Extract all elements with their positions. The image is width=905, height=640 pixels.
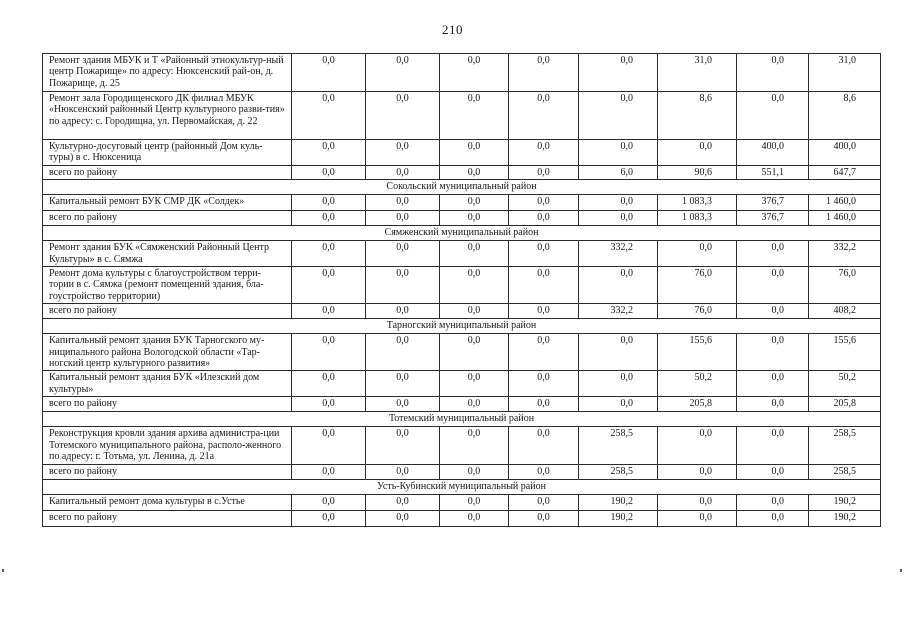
table-row (43, 267, 881, 304)
value-cell-col-7: 0,0 (737, 427, 809, 464)
value-cell-col-5: 0,0 (579, 267, 658, 304)
value-cell-col-4: 0,0 (509, 510, 579, 526)
object-name: Капитальный ремонт БУК СМР ДК «Солдек» (43, 195, 292, 211)
district-total-row (43, 464, 881, 479)
district-total-row (43, 397, 881, 412)
value-cell-col-3: 0,0 (440, 92, 509, 140)
value-cell-col-1: 0,0 (292, 494, 366, 510)
table-body (43, 54, 881, 527)
value-cell-col-2: 0,0 (366, 397, 440, 412)
object-name: Ремонт зала Городищенского ДК филиал МБУК «Нюксенский районный Центр культурного разви-тия» по адресу: с. Городищна, ул. Первомайская, д. 22 (43, 92, 292, 140)
value-cell-col-6: 0,0 (658, 427, 737, 464)
value-cell-col-4: 0,0 (509, 397, 579, 412)
district-header-row (43, 180, 881, 195)
value-cell-col-8: 50,2 (809, 371, 881, 397)
value-cell-col-4: 0,0 (509, 304, 579, 319)
district-header-row (43, 226, 881, 241)
value-cell-col-7: 551,1 (737, 165, 809, 179)
value-cell-col-6: 8,6 (658, 92, 737, 140)
value-cell-col-8: 1 460,0 (809, 195, 881, 211)
total-label: всего по району (43, 304, 292, 319)
value-cell-col-4: 0,0 (509, 92, 579, 140)
value-cell-col-6: 76,0 (658, 304, 737, 319)
value-cell-col-2: 0,0 (366, 334, 440, 371)
value-cell-col-4: 0,0 (509, 195, 579, 211)
total-label: всего по району (43, 165, 292, 179)
value-cell-col-3: 0,0 (440, 165, 509, 179)
value-cell-col-5: 0,0 (579, 397, 658, 412)
value-cell-col-4: 0,0 (509, 334, 579, 371)
object-name: Капитальный ремонт здания БУК Тарногского му-ниципального района Вологодской области «Тар-ногский центр культурного развития» (43, 334, 292, 371)
value-cell-col-5: 6,0 (579, 165, 658, 179)
value-cell-col-3: 0,0 (440, 267, 509, 304)
value-cell-col-8: 1 460,0 (809, 211, 881, 226)
district-header-row (43, 319, 881, 334)
value-cell-col-3: 0,0 (440, 371, 509, 397)
value-cell-col-5: 258,5 (579, 427, 658, 464)
value-cell-col-4: 0,0 (509, 211, 579, 226)
table-row (43, 241, 881, 267)
value-cell-col-8: 647,7 (809, 165, 881, 179)
value-cell-col-7: 0,0 (737, 397, 809, 412)
object-name: Ремонт здания БУК «Сямженский Районный Центр Культуры» в с. Сямжа (43, 241, 292, 267)
value-cell-col-8: 258,5 (809, 464, 881, 479)
value-cell-col-2: 0,0 (366, 195, 440, 211)
value-cell-col-6: 1 083,3 (658, 195, 737, 211)
value-cell-col-2: 0,0 (366, 267, 440, 304)
value-cell-col-4: 0,0 (509, 494, 579, 510)
budget-table (42, 53, 881, 527)
value-cell-col-1: 0,0 (292, 371, 366, 397)
table-row (43, 334, 881, 371)
total-label: всего по району (43, 464, 292, 479)
value-cell-col-8: 8,6 (809, 92, 881, 140)
object-name: Реконструкция кровли здания архива администра-ции Тотемского муниципального района, располо-женного по адресу: г. Тотьма, ул. Ленина, д. 21а (43, 427, 292, 464)
district-total-row (43, 304, 881, 319)
value-cell-col-1: 0,0 (292, 195, 366, 211)
value-cell-col-1: 0,0 (292, 464, 366, 479)
value-cell-col-8: 400,0 (809, 140, 881, 166)
value-cell-col-1: 0,0 (292, 267, 366, 304)
value-cell-col-5: 0,0 (579, 54, 658, 92)
value-cell-col-8: 155,6 (809, 334, 881, 371)
table-row (43, 371, 881, 397)
value-cell-col-7: 0,0 (737, 92, 809, 140)
value-cell-col-1: 0,0 (292, 92, 366, 140)
value-cell-col-5: 332,2 (579, 241, 658, 267)
table-row (43, 92, 881, 140)
value-cell-col-3: 0,0 (440, 140, 509, 166)
value-cell-col-7: 0,0 (737, 494, 809, 510)
district-total-row (43, 510, 881, 526)
value-cell-col-2: 0,0 (366, 54, 440, 92)
value-cell-col-6: 0,0 (658, 241, 737, 267)
value-cell-col-6: 0,0 (658, 140, 737, 166)
value-cell-col-4: 0,0 (509, 241, 579, 267)
table-row (43, 427, 881, 464)
value-cell-col-3: 0,0 (440, 241, 509, 267)
value-cell-col-8: 31,0 (809, 54, 881, 92)
value-cell-col-2: 0,0 (366, 241, 440, 267)
value-cell-col-8: 190,2 (809, 510, 881, 526)
value-cell-col-8: 190,2 (809, 494, 881, 510)
value-cell-col-8: 258,5 (809, 427, 881, 464)
value-cell-col-3: 0,0 (440, 195, 509, 211)
table-row (43, 140, 881, 166)
value-cell-col-7: 0,0 (737, 267, 809, 304)
table-row (43, 494, 881, 510)
total-label: всего по району (43, 397, 292, 412)
value-cell-col-1: 0,0 (292, 54, 366, 92)
value-cell-col-6: 31,0 (658, 54, 737, 92)
value-cell-col-8: 76,0 (809, 267, 881, 304)
value-cell-col-7: 376,7 (737, 211, 809, 226)
value-cell-col-3: 0,0 (440, 397, 509, 412)
value-cell-col-1: 0,0 (292, 140, 366, 166)
value-cell-col-6: 205,8 (658, 397, 737, 412)
value-cell-col-2: 0,0 (366, 165, 440, 179)
value-cell-col-4: 0,0 (509, 464, 579, 479)
right-edge-mark (900, 569, 902, 572)
value-cell-col-4: 0,0 (509, 267, 579, 304)
value-cell-col-4: 0,0 (509, 54, 579, 92)
district-header-row (43, 479, 881, 494)
value-cell-col-1: 0,0 (292, 304, 366, 319)
value-cell-col-5: 332,2 (579, 304, 658, 319)
value-cell-col-6: 0,0 (658, 494, 737, 510)
value-cell-col-6: 1 083,3 (658, 211, 737, 226)
value-cell-col-1: 0,0 (292, 165, 366, 179)
value-cell-col-2: 0,0 (366, 304, 440, 319)
district-header-row (43, 412, 881, 427)
value-cell-col-7: 0,0 (737, 304, 809, 319)
value-cell-col-6: 90,6 (658, 165, 737, 179)
value-cell-col-1: 0,0 (292, 397, 366, 412)
value-cell-col-4: 0,0 (509, 165, 579, 179)
district-name: Усть-Кубинский муниципальный район (43, 479, 881, 494)
value-cell-col-5: 0,0 (579, 140, 658, 166)
value-cell-col-7: 400,0 (737, 140, 809, 166)
value-cell-col-5: 0,0 (579, 371, 658, 397)
value-cell-col-1: 0,0 (292, 427, 366, 464)
table-row (43, 54, 881, 92)
district-name: Тотемский муниципальный район (43, 412, 881, 427)
object-name: Ремонт дома культуры с благоустройством терри-тории в с. Сямжа (ремонт помещений здания, бла-гоустройство территории) (43, 267, 292, 304)
district-total-row (43, 165, 881, 179)
value-cell-col-2: 0,0 (366, 464, 440, 479)
object-name: Капитальный ремонт здания БУК «Илезский дом культуры» (43, 371, 292, 397)
value-cell-col-2: 0,0 (366, 427, 440, 464)
value-cell-col-7: 376,7 (737, 195, 809, 211)
value-cell-col-5: 258,5 (579, 464, 658, 479)
value-cell-col-1: 0,0 (292, 241, 366, 267)
value-cell-col-2: 0,0 (366, 494, 440, 510)
value-cell-col-2: 0,0 (366, 140, 440, 166)
left-edge-mark (2, 569, 4, 572)
value-cell-col-6: 76,0 (658, 267, 737, 304)
value-cell-col-2: 0,0 (366, 371, 440, 397)
value-cell-col-1: 0,0 (292, 334, 366, 371)
district-name: Сокольский муниципальный район (43, 180, 881, 195)
object-name: Культурно-досуговый центр (районный Дом куль-туры) в с. Нюксеница (43, 140, 292, 166)
value-cell-col-6: 0,0 (658, 464, 737, 479)
value-cell-col-4: 0,0 (509, 371, 579, 397)
value-cell-col-3: 0,0 (440, 54, 509, 92)
value-cell-col-5: 0,0 (579, 334, 658, 371)
value-cell-col-4: 0,0 (509, 140, 579, 166)
value-cell-col-2: 0,0 (366, 92, 440, 140)
value-cell-col-3: 0,0 (440, 494, 509, 510)
value-cell-col-6: 155,6 (658, 334, 737, 371)
district-name: Тарногский муниципальный район (43, 319, 881, 334)
value-cell-col-6: 50,2 (658, 371, 737, 397)
total-label: всего по району (43, 211, 292, 226)
value-cell-col-8: 332,2 (809, 241, 881, 267)
object-name: Капитальный ремонт дома культуры в с.Устье (43, 494, 292, 510)
value-cell-col-3: 0,0 (440, 334, 509, 371)
value-cell-col-5: 190,2 (579, 494, 658, 510)
table-row (43, 195, 881, 211)
value-cell-col-5: 0,0 (579, 211, 658, 226)
value-cell-col-1: 0,0 (292, 211, 366, 226)
value-cell-col-7: 0,0 (737, 334, 809, 371)
value-cell-col-1: 0,0 (292, 510, 366, 526)
object-name: Ремонт здания МБУК и Т «Районный этнокультур-ный центр Пожарище» по адресу: Нюксенский рай-он, д. Пожарище, д. 25 (43, 54, 292, 92)
value-cell-col-8: 408,2 (809, 304, 881, 319)
district-total-row (43, 211, 881, 226)
value-cell-col-4: 0,0 (509, 427, 579, 464)
total-label: всего по району (43, 510, 292, 526)
value-cell-col-2: 0,0 (366, 510, 440, 526)
value-cell-col-5: 0,0 (579, 92, 658, 140)
value-cell-col-2: 0,0 (366, 211, 440, 226)
value-cell-col-7: 0,0 (737, 54, 809, 92)
value-cell-col-8: 205,8 (809, 397, 881, 412)
value-cell-col-5: 190,2 (579, 510, 658, 526)
value-cell-col-7: 0,0 (737, 510, 809, 526)
value-cell-col-3: 0,0 (440, 464, 509, 479)
district-name: Сямженский муниципальный район (43, 226, 881, 241)
value-cell-col-7: 0,0 (737, 241, 809, 267)
value-cell-col-7: 0,0 (737, 464, 809, 479)
value-cell-col-3: 0,0 (440, 304, 509, 319)
page-number: 210 (442, 22, 463, 37)
value-cell-col-3: 0,0 (440, 510, 509, 526)
value-cell-col-3: 0,0 (440, 211, 509, 226)
value-cell-col-7: 0,0 (737, 371, 809, 397)
value-cell-col-3: 0,0 (440, 427, 509, 464)
value-cell-col-5: 0,0 (579, 195, 658, 211)
value-cell-col-6: 0,0 (658, 510, 737, 526)
